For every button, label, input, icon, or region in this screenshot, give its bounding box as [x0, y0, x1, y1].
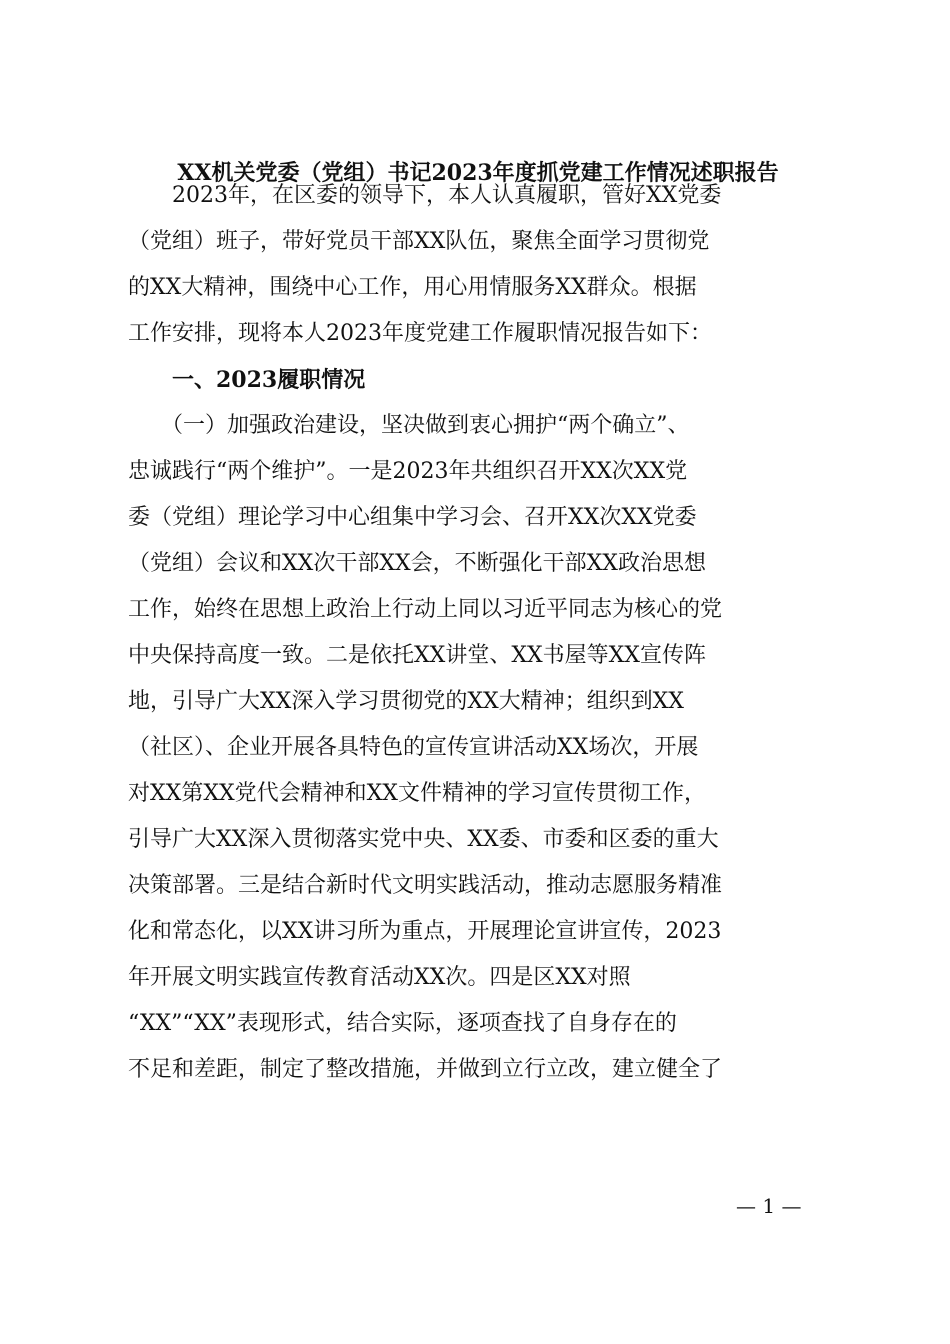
body-line-20: 不足和差距，制定了整改措施，并做到立行立改，建立健全了 — [128, 1057, 723, 1082]
document-title: XX机关党委（党组）书记2023年度抓党建工作情况述职报告 — [177, 160, 779, 186]
body-line-3: 的XX大精神，围绕中心工作，用心用情服务XX群众。根据 — [128, 275, 697, 300]
body-line-16: 决策部署。三是结合新时代文明实践活动，推动志愿服务精准 — [128, 873, 723, 898]
body-line-17: 化和常态化，以XX讲习所为重点，开展理论宣讲宣传，2023 — [128, 919, 722, 944]
body-line-10: 工作，始终在思想上政治上行动上同以习近平同志为核心的党 — [128, 597, 723, 622]
body-line-15: 引导广大XX深入贯彻落实党中央、XX委、市委和区委的重大 — [128, 827, 719, 852]
body-line-18: 年开展文明实践宣传教育活动XX次。四是区XX对照 — [128, 965, 631, 990]
body-line-13: （社区）、企业开展各具特色的宣传宣讲活动XX场次，开展 — [128, 735, 699, 760]
body-line-1: 2023年，在区委的领导下，本人认真履职，管好XX党委 — [128, 183, 722, 208]
body-line-9: （党组）会议和XX次干部XX会，不断强化干部XX政治思想 — [128, 551, 706, 576]
body-line-19: “XX”“XX”表现形式，结合实际，逐项查找了自身存在的 — [128, 1011, 677, 1036]
body-line-14: 对XX第XX党代会精神和XX文件精神的学习宣传贯彻工作， — [128, 781, 706, 806]
body-line-8: 委（党组）理论学习中心组集中学习会、召开XX次XX党委 — [128, 505, 697, 530]
body-line-12: 地，引导广大XX深入学习贯彻党的XX大精神；组织到XX — [128, 689, 684, 714]
body-line-11: 中央保持高度一致。二是依托XX讲堂、XX书屋等XX宣传阵 — [128, 643, 706, 668]
body-line-7: 忠诚践行“两个维护”。一是2023年共组织召开XX次XX党 — [128, 459, 688, 484]
body-line-2: （党组）班子，带好党员干部XX队伍，聚焦全面学习贯彻党 — [128, 229, 710, 254]
section-heading-1: 一、2023履职情况 — [128, 367, 366, 393]
page-number: — 1 — — [736, 1194, 802, 1218]
body-line-6: （一）加强政治建设，坚决做到衷心拥护“两个确立”、 — [128, 413, 690, 438]
body-line-4: 工作安排，现将本人2023年度党建工作履职情况报告如下： — [128, 321, 712, 346]
